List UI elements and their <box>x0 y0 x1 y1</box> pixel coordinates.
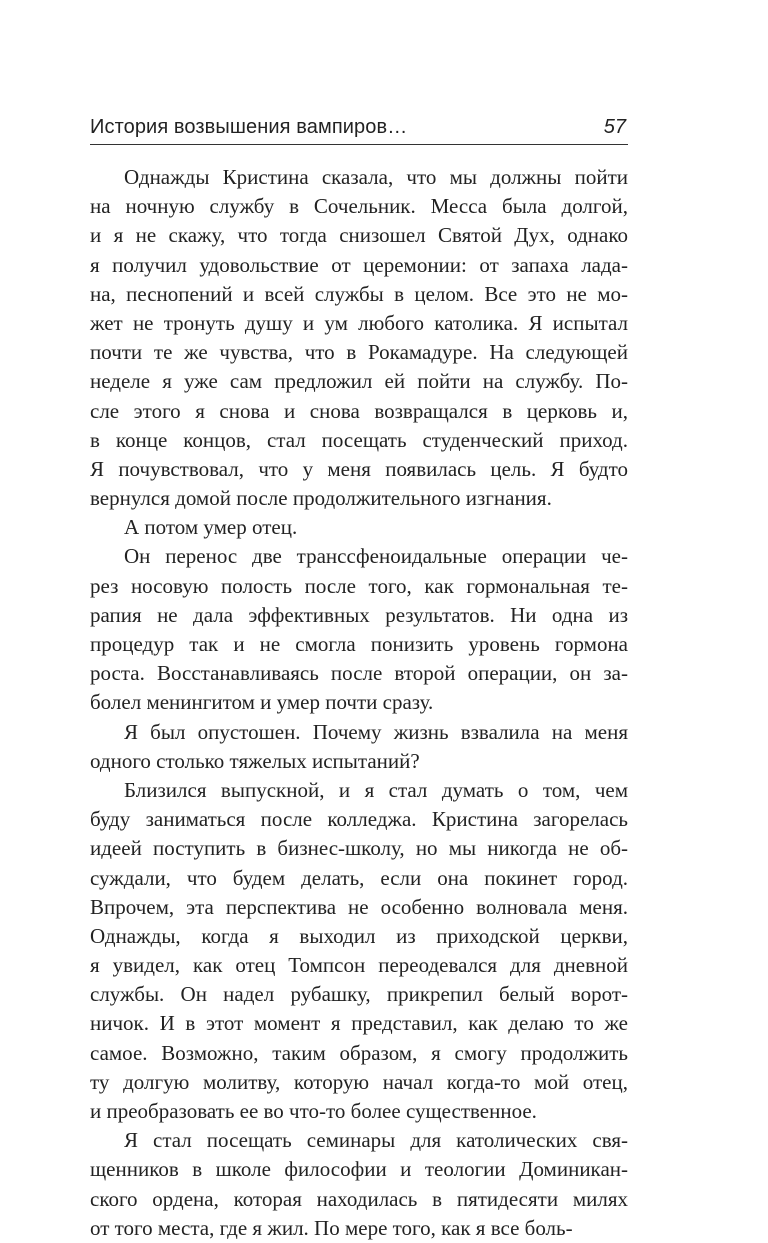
paragraph <box>90 542 628 717</box>
text-line: рапия не дала эффективных результатов. Ни одна из <box>90 602 628 627</box>
text-line: идеей поступить в бизнес-школу, но мы никогда не об- <box>90 836 628 861</box>
text-line: А потом умер отец. <box>124 515 298 540</box>
text-line: неделе я уже сам предложил ей пойти на службу. По- <box>90 369 628 394</box>
text-line: службы. Он надел рубашку, прикрепил белый ворот- <box>90 982 628 1007</box>
page-number: 57 <box>603 116 626 138</box>
paragraph <box>90 513 628 542</box>
text-line: от того места, где я жил. По мере того, как я все боль- <box>90 1215 573 1240</box>
text-line: самое. Возможно, таким образом, я смогу продолжить <box>90 1040 628 1065</box>
text-line: суждали, что будем делать, если она покинет город. <box>90 865 628 890</box>
text-line: ничок. И в этот момент я представил, как делаю то же <box>90 1011 628 1036</box>
text-line: Я был опустошен. Почему жизнь взвалила на меня <box>124 719 628 744</box>
text-line: Близился выпускной, и я стал думать о том, чем <box>124 777 628 802</box>
text-line: Однажды Кристина сказала, что мы должны пойти <box>124 165 628 189</box>
text-line: Я почувствовал, что у меня появилась цель. Я будто <box>90 456 628 481</box>
text-line: ту долгую молитву, которую начал когда-то мой отец, <box>90 1069 628 1094</box>
text-line: Однажды, когда я выходил из приходской церкви, <box>90 923 628 948</box>
text-line: процедур так и не смогла понизить уровень гормона <box>90 632 628 656</box>
text-line: сле этого я снова и снова возвращался в церковь и, <box>90 398 628 423</box>
text-line: Я стал посещать семинары для католических свя- <box>124 1128 628 1153</box>
text-line: я получил удовольствие от церемонии: от запаха лада- <box>90 252 628 277</box>
text-line: вернулся домой после продолжительного изгнания. <box>90 486 552 511</box>
text-line: Впрочем, эта перспектива не особенно волновала меня. <box>90 894 628 919</box>
text-line: я увидел, как отец Томпсон переодевался для дневной <box>90 953 628 978</box>
text-line: щенников в школе философии и теологии Доминикан- <box>90 1157 628 1182</box>
text-line: буду заниматься после колледжа. Кристина загорелась <box>90 807 628 832</box>
running-header <box>90 112 628 145</box>
text-line: и я не скажу, что тогда снизошел Святой Дух, однако <box>90 223 628 248</box>
paragraph <box>90 776 628 1126</box>
text-line: болел менингитом и умер почти сразу. <box>90 690 434 715</box>
text-line: жет не тронуть душу и ум любого католика. Я испытал <box>90 310 628 335</box>
running-title: История возвышения вампиров… <box>90 116 408 138</box>
body-text <box>90 163 628 1243</box>
text-line: и преобразовать ее во что-то более существенное. <box>90 1099 537 1123</box>
text-line: на ночную службу в Сочельник. Месса была долгой, <box>90 194 628 219</box>
text-line: на, песнопений и всей службы в целом. Все это не мо- <box>90 281 628 306</box>
text-line: рез носовую полость после того, как гормональная те- <box>90 573 628 598</box>
paragraph <box>90 718 628 776</box>
paragraph <box>90 1126 628 1243</box>
text-line: роста. Восстанавливаясь после второй операции, он за- <box>90 661 628 686</box>
text-line: в конце концов, стал посещать студенческий приход. <box>90 427 628 452</box>
paragraph <box>90 163 628 513</box>
text-line: одного столько тяжелых испытаний? <box>90 748 420 773</box>
text-line: Он перенос две транссфеноидальные операции че- <box>124 544 628 569</box>
text-line: ского ордена, которая находилась в пятидесяти милях <box>90 1186 628 1211</box>
text-line: почти те же чувства, что в Рокамадуре. На следующей <box>90 340 628 365</box>
